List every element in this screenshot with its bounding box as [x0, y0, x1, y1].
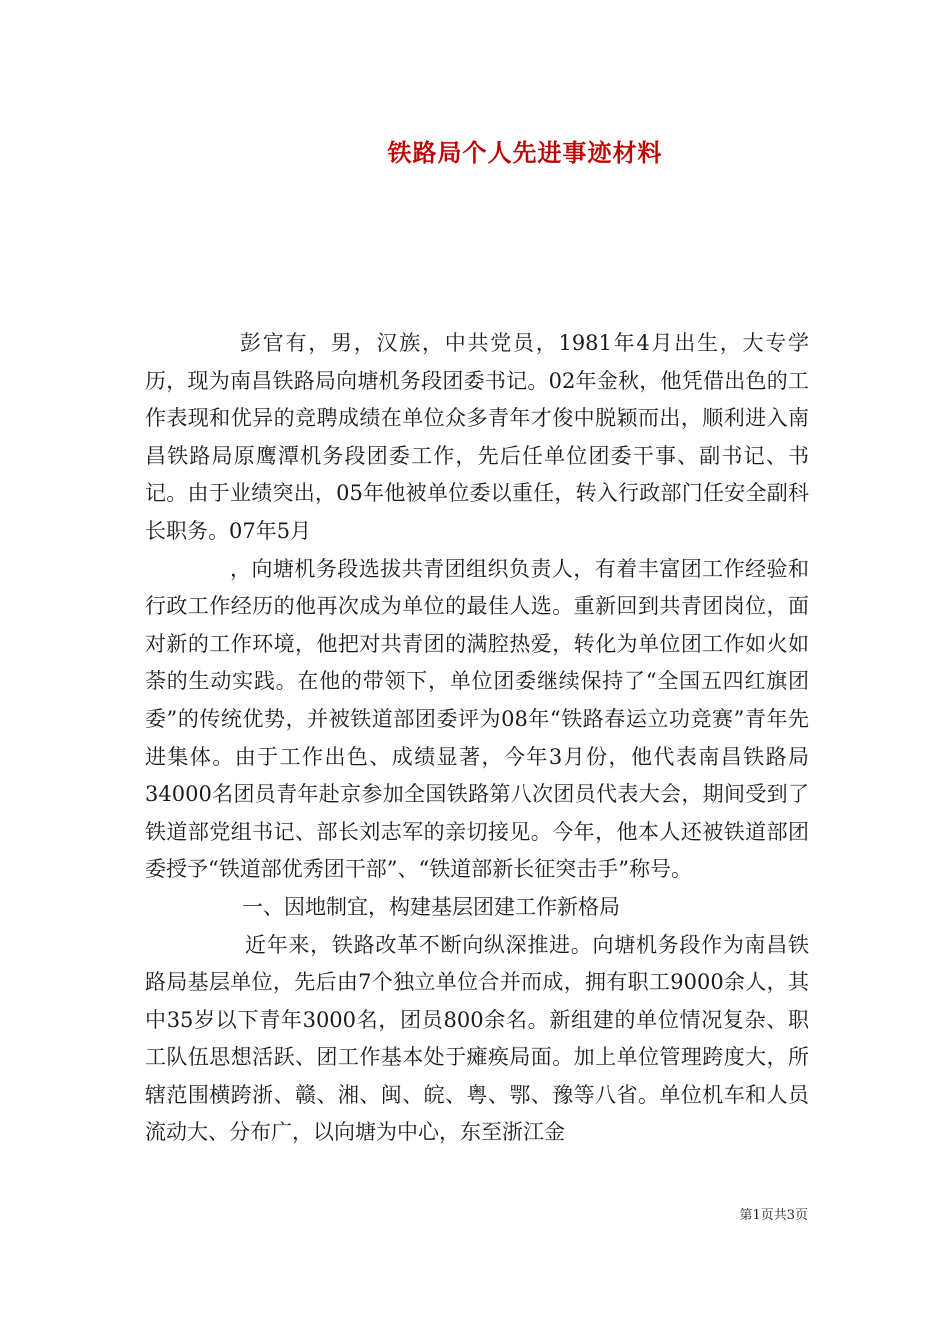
document-title: 铁路局个人先进事迹材料 [387, 138, 663, 167]
paragraph-achievements: ，向塘机务段选拔共青团组织负责人，有着丰富团工作经验和行政工作经历的他再次成为单位的最佳人选。重新回到共青团岗位，面对新的工作环境，他把对共青团的满腔热爱，转化为单位团工作如火如荼的生动实践。在他的带领下，单位团委继续保持了“全国五四红旗团委”的传统优势，并被铁道部团委评为08年“铁路春运立功竞赛”青年先进集体。由于工作出色、成绩显著，今年3月份，他代表南昌铁路局34000名团员青年赴京参加全国铁路第八次团员代表大会，期间受到了铁道部党组书记、部长刘志军的亲切接见。今年，他本人还被铁道部团委授予“铁道部优秀团干部”、“铁道部新长征突击手”称号。 [145, 556, 809, 882]
section-heading: 一、因地制宜，构建基层团建工作新格局 [242, 894, 620, 919]
document-body [145, 325, 809, 1152]
paragraph-background: 近年来，铁路改革不断向纵深推进。向塘机务段作为南昌铁路局基层单位，先后由7个独立单位合并而成，拥有职工9000余人，其中35岁以下青年3000名，团员800余名。新组建的单位情况复杂、职工队伍思想活跃、团工作基本处于瘫痪局面。加上单位管理跨度大，所辖范围横跨浙、赣、湘、闽、皖、粤、鄂、豫等八省。单位机车和人员流动大、分布广，以向塘为中心，东至浙江金 [145, 932, 809, 1145]
paragraph-biography: 彭官有，男，汉族，中共党员，1981年4月出生，大专学历，现为南昌铁路局向塘机务段团委书记。02年金秋，他凭借出色的工作表现和优异的竞聘成绩在单位众多青年才俊中脱颖而出，顺利进入南昌铁路局原鹰潭机务段团委工作，先后任单位团委干事、副书记、书记。由于业绩突出，05年他被单位委以重任，转入行政部门任安全副科长职务。07年5月 [145, 331, 809, 543]
page-number: 第1页共3页 [739, 1208, 808, 1223]
